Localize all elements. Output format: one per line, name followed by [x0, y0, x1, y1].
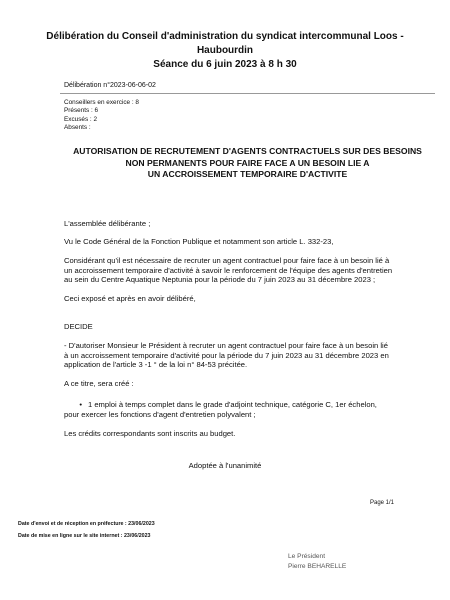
attendance-absent: Absents :: [64, 123, 91, 131]
session-date: Séance du 6 juin 2023 à 8 h 30: [153, 59, 297, 70]
attendance-excused: Excusés : 2: [64, 115, 98, 123]
bullet-icon: •: [79, 400, 82, 409]
heading-line: UN ACCROISSEMENT TEMPORAIRE D'ACTIVITE: [147, 169, 348, 179]
document-title: [40, 30, 410, 72]
assembly-paragraph: L'assemblée délibérante ;: [64, 219, 151, 228]
signatory-role: Le Président: [288, 553, 326, 560]
credits-paragraph: Les crédits correspondants sont inscrits au budget.: [64, 429, 236, 438]
heading-line: AUTORISATION DE RECRUTEMENT D'AGENTS CONTRACTUELS SUR DES BESOINS: [73, 146, 422, 156]
considerant-paragraph: [64, 256, 434, 285]
bullet-text: 1 emploi à temps complet dans le grade d'adjoint technique, catégorie C, 1er échelon,: [88, 400, 377, 409]
paragraph-line: un accroissement temporaire d'activité à savoir le renforcement de l'équipe des agents d'entretien: [64, 265, 393, 275]
prefecture-date: Date d'envoi et de réception en préfecture : 23/06/2023: [18, 521, 155, 527]
title-line: Haubourdin: [196, 45, 254, 56]
heading-line: NON PERMANENTS POUR FAIRE FACE A UN BESOIN LIE A: [125, 157, 370, 168]
attendance-block: [64, 99, 139, 132]
signature-block: [288, 552, 346, 572]
deliberation-reference: Délibération n°2023-06-06-02: [64, 82, 156, 89]
bullet-line: [64, 400, 434, 410]
decide-label: DECIDE: [64, 322, 93, 331]
page-number: Page 1/1: [370, 500, 395, 506]
vu-paragraph: Vu le Code Général de la Fonction Publique et notamment son article L. 332-23,: [64, 237, 334, 246]
creation-bullet: [64, 400, 434, 419]
paragraph-line: au sein du Centre Aquatique Neptunia pour la période du 7 juin 2023 au 31 décembre 2023 ;: [64, 275, 376, 285]
paragraph-line: - D'autoriser Monsieur le Président à recruter un agent contractuel pour faire face à un besoin lié: [64, 341, 388, 350]
signatory-name: Pierre BEHARELLE: [288, 563, 347, 570]
ceci-paragraph: Ceci exposé et après en avoir délibéré,: [64, 294, 196, 303]
creation-intro: A ce titre, sera créé :: [64, 379, 134, 388]
attendance-present: Présents : 6: [64, 107, 99, 115]
paragraph-line: à un accroissement temporaire d'activité pour la période du 7 juin 2023 au 31 décembre 2023 en: [64, 350, 389, 360]
decision-paragraph: [64, 341, 434, 370]
bullet-line-2: pour exercer les fonctions d'agent d'entretien polyvalent ;: [64, 409, 256, 419]
attendance-in-office: Conseillers en exercice : 8: [64, 99, 139, 106]
deliberation-heading: [60, 146, 435, 181]
paragraph-line: Considérant qu'il est nécessaire de recruter un agent contractuel pour faire face à un besoin lié à: [64, 256, 390, 265]
publication-date: Date de mise en ligne sur le site internet : 23/06/2023: [18, 533, 151, 539]
adoption-statement: Adoptée à l'unanimité: [188, 461, 262, 470]
paragraph-line: application de l'article 3 -1 ° de la loi n° 84-53 précitée.: [64, 360, 248, 370]
title-line: Délibération du Conseil d'administration du syndicat intercommunal Loos -: [46, 31, 404, 42]
divider: [60, 93, 435, 94]
